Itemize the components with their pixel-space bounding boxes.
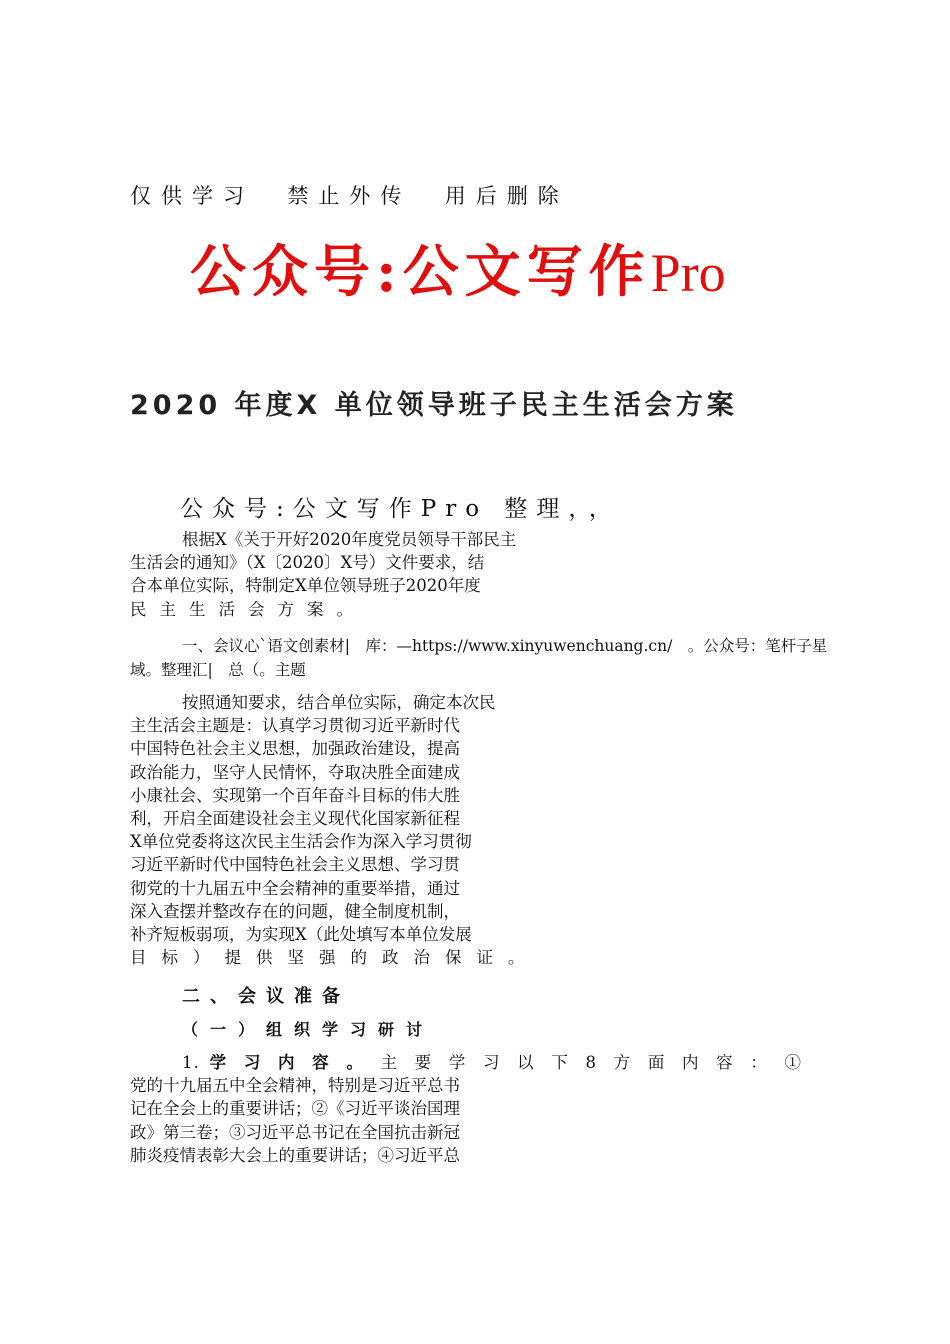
intro-paragraph (130, 528, 815, 621)
theme-line: 按照通知要求，结合单位实际，确定本次民 (182, 693, 496, 712)
study-line: 政》第三卷；③习近平总书记在全国抗击新冠 (130, 1122, 460, 1142)
study-paragraph (130, 1051, 815, 1167)
theme-line: X单位党委将这次民主生活会作为深入学习贯彻 (130, 832, 472, 852)
theme-line: 习近平新时代中国特色社会主义思想、学习贯 (130, 855, 460, 875)
theme-line: 小康社会、实现第一个百年奋斗目标的伟大胜 (130, 785, 460, 805)
study-line: 党的十九届五中全会精神，特别是习近平总书 (130, 1076, 460, 1096)
theme-line: 补齐短板弱项，为实现X（此处填写本单位发展 (130, 925, 472, 945)
study-line: 主要学习以下8方面内容：① (380, 1053, 816, 1072)
study-first-line (130, 1051, 815, 1074)
intro-line: 民主生活会方案。 (130, 599, 366, 619)
theme-line: 利，开启全面建设社会主义现代化国家新征程 (130, 809, 460, 829)
brand-suffix: Pro (650, 243, 726, 303)
brand-text: 公众号:公文写作 (190, 239, 651, 305)
section-1-heading: 一、会议心`语文创素材| 库：—https://www.xinyuwenchuang.cn/ 。公众号：笔杆子星域。整理汇| 总（。主题 (130, 637, 828, 679)
section-2-heading: 二、会议准备 (182, 986, 350, 1007)
intro-line: 根据X《关于开好2020年度党员领导干部民主 (182, 530, 517, 549)
document-title: 2020 年度X 单位领导班子民主生活会方案 (130, 390, 738, 421)
study-line: 记在全会上的重要讲话；②《习近平谈治国理 (130, 1099, 460, 1119)
usage-notice: 仅供学习 禁止外传 用后删除 (130, 184, 569, 208)
theme-line: 目标）提供坚强的政治保证。 (130, 948, 540, 968)
study-line: 肺炎疫情表彰大会上的重要讲话；④习近平总 (130, 1145, 460, 1165)
intro-line: 合本单位实际，特制定X单位领导班子2020年度 (130, 576, 481, 596)
theme-paragraph (130, 691, 815, 969)
theme-line: 深入查摆并整改存在的问题，健全制度机制， (130, 901, 460, 921)
intro-line: 生活会的通知》（X〔2020〕X号）文件要求，结 (130, 553, 485, 573)
study-number: 1. (182, 1053, 200, 1072)
study-label: 学习内容。 (209, 1053, 381, 1072)
subsection-1-heading: （一）组织学习研讨 (182, 1020, 435, 1039)
theme-line: 政治能力，坚守人民情怀，夺取决胜全面建成 (130, 762, 460, 782)
theme-line: 彻党的十九届五中全会精神的重要举措，通过 (130, 878, 460, 898)
theme-line: 主生活会主题是：认真学习贯彻习近平新时代 (130, 716, 460, 736)
document-subtitle: 公众号:公文写作Pro 整理，， (180, 496, 621, 522)
theme-line: 中国特色社会主义思想，加强政治建设，提高 (130, 739, 460, 759)
brand-banner (190, 228, 726, 308)
